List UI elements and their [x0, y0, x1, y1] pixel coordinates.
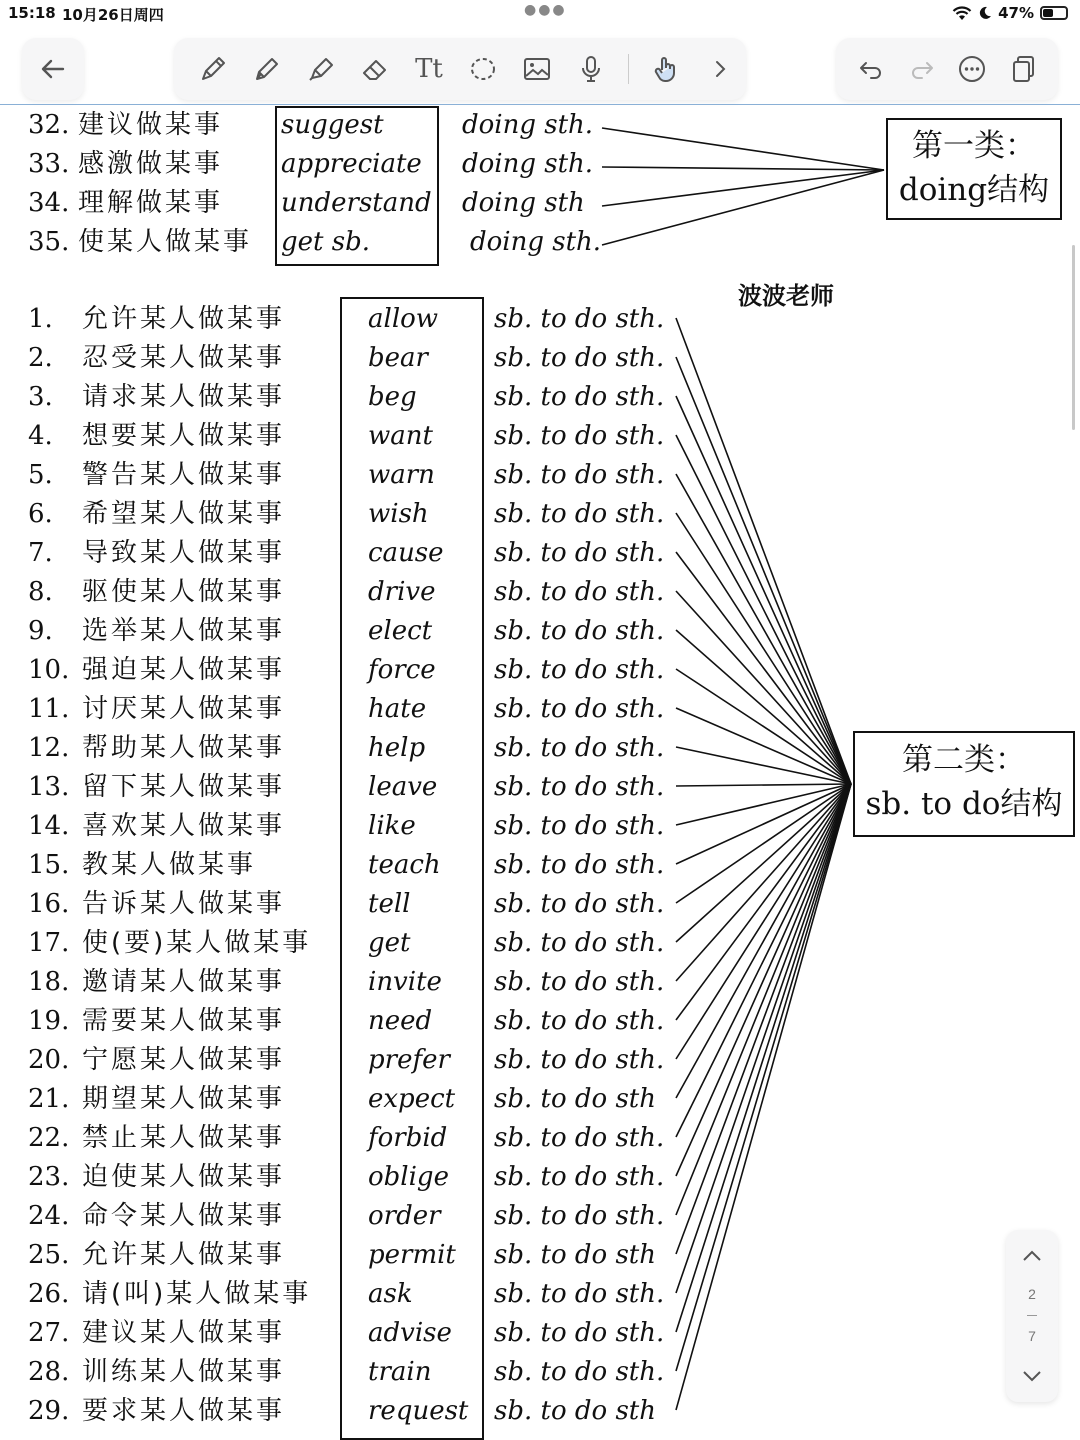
verb: allow	[368, 304, 439, 334]
chinese-meaning: 使某人做某事	[78, 227, 253, 257]
chinese-meaning: 训练某人做某事	[82, 1357, 286, 1387]
pattern: sb. to do sth.	[494, 421, 665, 451]
row-number: 21.	[28, 1084, 70, 1114]
verb: prefer	[368, 1045, 450, 1075]
class-one-label-line2: doing结构	[898, 172, 1050, 208]
row-number: 24.	[28, 1201, 70, 1231]
class-two-connector-line	[676, 318, 851, 784]
row-number: 8.	[28, 577, 53, 607]
verb: warn	[368, 460, 435, 490]
verb: like	[368, 811, 416, 841]
row-number: 7.	[28, 538, 53, 568]
lasso-icon[interactable]	[466, 52, 500, 86]
verb: forbid	[368, 1123, 448, 1153]
pattern: sb. to do sth.	[494, 460, 665, 490]
verb: request	[368, 1396, 469, 1426]
eraser-icon[interactable]	[358, 52, 392, 86]
pattern: sb. to do sth.	[494, 655, 665, 685]
pattern: doing sth.	[462, 149, 594, 179]
pattern: sb. to do sth.	[494, 1162, 665, 1192]
note-page[interactable]	[0, 106, 1080, 1440]
pattern: sb. to do sth.	[494, 343, 665, 373]
chinese-meaning: 驱使某人做某事	[82, 577, 286, 607]
page-navigator	[1006, 1230, 1058, 1402]
class-two-label-line2: sb. to do结构	[865, 786, 1063, 822]
class-two-connector-line	[676, 747, 851, 784]
verb: teach	[368, 850, 441, 880]
row-number: 25.	[28, 1240, 70, 1270]
chinese-meaning: 教某人做某事	[82, 850, 257, 880]
pattern: sb. to do sth.	[494, 577, 665, 607]
class-two-label-line1: 第二类：	[902, 742, 1026, 778]
pattern: sb. to do sth.	[494, 889, 665, 919]
row-number: 32.	[28, 110, 70, 140]
pattern: sb. to do sth.	[494, 304, 665, 334]
chevron-down-icon	[1022, 1370, 1042, 1382]
more-icon[interactable]	[955, 52, 989, 86]
back-button[interactable]	[22, 38, 84, 100]
class-one-label	[886, 124, 1062, 212]
chinese-meaning: 理解做某事	[78, 188, 224, 218]
verb: suggest	[281, 110, 384, 140]
row-number: 19.	[28, 1006, 70, 1036]
row-number: 20.	[28, 1045, 70, 1075]
row-number: 14.	[28, 811, 70, 841]
status-time: 15:18	[8, 4, 56, 22]
verb: beg	[368, 382, 417, 412]
verb: leave	[368, 772, 438, 802]
pattern: sb. to do sth.	[494, 1045, 665, 1075]
moon-icon	[978, 6, 992, 20]
class-two-connector-line	[676, 552, 851, 784]
verb: invite	[368, 967, 442, 997]
chinese-meaning: 留下某人做某事	[82, 772, 286, 802]
class-two-connector-line	[676, 784, 851, 1371]
redo-icon[interactable]	[905, 52, 939, 86]
class-two-connector-line	[676, 784, 851, 1215]
class-two-connector-line	[676, 784, 851, 981]
class-one-connector-line	[602, 167, 884, 170]
chinese-meaning: 告诉某人做某事	[82, 889, 286, 919]
chevron-up-icon	[1022, 1250, 1042, 1262]
row-number: 1.	[28, 304, 53, 334]
row-number: 16.	[28, 889, 70, 919]
chinese-meaning: 忍受某人做某事	[82, 343, 286, 373]
chinese-meaning: 需要某人做某事	[82, 1006, 286, 1036]
verb: drive	[368, 577, 436, 607]
verb: help	[368, 733, 426, 763]
verb: hate	[368, 694, 427, 724]
pattern: doing sth.	[462, 110, 594, 140]
class-two-connector-line	[676, 784, 851, 1332]
chinese-meaning: 使(要)某人做某事	[82, 928, 312, 958]
chinese-meaning: 喜欢某人做某事	[82, 811, 286, 841]
chinese-meaning: 希望某人做某事	[82, 499, 286, 529]
text-tool-icon[interactable]	[412, 52, 446, 86]
verb: get sb.	[281, 227, 370, 257]
row-number: 28.	[28, 1357, 70, 1387]
pattern: doing sth.	[470, 227, 602, 257]
pattern: sb. to do sth.	[494, 382, 665, 412]
microphone-icon[interactable]	[574, 52, 608, 86]
chinese-meaning: 宁愿某人做某事	[82, 1045, 286, 1075]
class-one-connector-line	[602, 170, 884, 245]
toolbar-divider	[0, 104, 1080, 105]
chinese-meaning: 要求某人做某事	[82, 1396, 286, 1426]
image-icon[interactable]	[520, 52, 554, 86]
status-date: 10月26日周四	[62, 6, 164, 24]
chinese-meaning: 期望某人做某事	[82, 1084, 286, 1114]
verb: get	[368, 928, 411, 958]
verb: wish	[368, 499, 429, 529]
class-two-connector-line	[676, 784, 851, 1098]
chinese-meaning: 建议做某事	[78, 110, 224, 140]
verb: cause	[368, 538, 444, 568]
chinese-meaning: 导致某人做某事	[82, 538, 286, 568]
class-two-connector-line	[676, 784, 851, 1410]
text-tool-glyph: Tt	[415, 54, 443, 84]
back-arrow-icon	[39, 55, 67, 83]
pattern: sb. to do sth	[494, 1396, 656, 1426]
verb: ask	[368, 1279, 413, 1309]
chinese-meaning: 感激做某事	[78, 149, 224, 179]
class-two-label	[853, 738, 1075, 826]
verb: appreciate	[281, 149, 422, 179]
chinese-meaning: 帮助某人做某事	[82, 733, 286, 763]
pattern: sb. to do sth.	[494, 1123, 665, 1153]
action-bar	[836, 38, 1058, 100]
class-two-connector-line	[676, 784, 851, 786]
verb: want	[368, 421, 433, 451]
chinese-meaning: 讨厌某人做某事	[82, 694, 286, 724]
pattern: sb. to do sth.	[494, 694, 665, 724]
chinese-meaning: 禁止某人做某事	[82, 1123, 286, 1153]
pattern: sb. to do sth.	[494, 616, 665, 646]
pattern: sb. to do sth.	[494, 850, 665, 880]
verb: tell	[368, 889, 411, 919]
current-page-number: 2	[1028, 1286, 1036, 1302]
undo-icon[interactable]	[854, 52, 888, 86]
class-one-label-line1: 第一类：	[912, 128, 1036, 164]
pattern: doing sth	[462, 188, 585, 218]
status-bar	[0, 0, 1080, 28]
verb: order	[368, 1201, 441, 1231]
page-up-button[interactable]	[1006, 1236, 1058, 1276]
chinese-meaning: 请(叫)某人做某事	[82, 1279, 312, 1309]
verb: elect	[368, 616, 433, 646]
chinese-meaning: 警告某人做某事	[82, 460, 286, 490]
toolbar-separator	[628, 54, 629, 84]
pencil-icon[interactable]	[250, 52, 284, 86]
row-number: 5.	[28, 460, 53, 490]
verb: train	[368, 1357, 432, 1387]
pattern: sb. to do sth.	[494, 1279, 665, 1309]
row-number: 23.	[28, 1162, 70, 1192]
pattern: sb. to do sth.	[494, 772, 665, 802]
tool-palette	[174, 38, 746, 100]
battery-level	[1043, 9, 1053, 17]
row-number: 13.	[28, 772, 70, 802]
multitask-dots-icon[interactable]: ●●●	[524, 2, 567, 18]
class-two-connector-line	[676, 435, 851, 784]
class-two-connector-line	[676, 784, 851, 942]
row-number: 4.	[28, 421, 53, 451]
row-number: 6.	[28, 499, 53, 529]
pattern: sb. to do sth.	[494, 499, 665, 529]
highlighter-icon[interactable]	[304, 52, 338, 86]
row-number: 2.	[28, 343, 53, 373]
verb: expect	[368, 1084, 456, 1114]
hand-pointer-icon[interactable]	[649, 52, 683, 86]
row-number: 35.	[28, 227, 70, 257]
row-number: 18.	[28, 967, 70, 997]
pattern: sb. to do sth.	[494, 733, 665, 763]
row-number: 11.	[28, 694, 70, 724]
verb: permit	[368, 1240, 456, 1270]
pages-icon[interactable]	[1006, 52, 1040, 86]
row-number: 33.	[28, 149, 70, 179]
pattern: sb. to do sth.	[494, 538, 665, 568]
pattern: sb. to do sth.	[494, 1006, 665, 1036]
verb: oblige	[368, 1162, 449, 1192]
class-one-connector-line	[602, 128, 884, 170]
page-number-divider	[1027, 1315, 1037, 1316]
teacher-name: 波波老师	[738, 283, 834, 310]
pen-icon[interactable]	[196, 52, 230, 86]
chinese-meaning: 强迫某人做某事	[82, 655, 286, 685]
pattern: sb. to do sth.	[494, 928, 665, 958]
chinese-meaning: 允许某人做某事	[82, 1240, 286, 1270]
chinese-meaning: 允许某人做某事	[82, 304, 286, 334]
row-number: 9.	[28, 616, 53, 646]
pattern: sb. to do sth.	[494, 1201, 665, 1231]
pattern: sb. to do sth.	[494, 967, 665, 997]
class-two-connector-line	[676, 474, 851, 784]
row-number: 3.	[28, 382, 53, 412]
battery-percent: 47%	[998, 4, 1034, 22]
pattern: sb. to do sth	[494, 1240, 656, 1270]
wifi-icon	[952, 5, 972, 21]
pattern: sb. to do sth	[494, 1084, 656, 1114]
row-number: 12.	[28, 733, 70, 763]
row-number: 10.	[28, 655, 70, 685]
chinese-meaning: 迫使某人做某事	[82, 1162, 286, 1192]
toolbar	[0, 28, 1080, 106]
class-two-connector-line	[676, 630, 851, 784]
chinese-meaning: 请求某人做某事	[82, 382, 286, 412]
verb: need	[368, 1006, 433, 1036]
total-pages-number: 7	[1028, 1328, 1036, 1344]
class-two-connector-line	[676, 784, 851, 1137]
class-two-connector-line	[676, 513, 851, 784]
chinese-meaning: 想要某人做某事	[82, 421, 286, 451]
chinese-meaning: 命令某人做某事	[82, 1201, 286, 1231]
verb: advise	[368, 1318, 452, 1348]
row-number: 22.	[28, 1123, 70, 1153]
row-number: 29.	[28, 1396, 70, 1426]
chinese-meaning: 邀请某人做某事	[82, 967, 286, 997]
pattern: sb. to do sth.	[494, 1357, 665, 1387]
class-two-connector-line	[676, 784, 851, 1293]
scrollbar[interactable]	[1072, 245, 1075, 430]
verb: bear	[368, 343, 428, 373]
pattern: sb. to do sth.	[494, 811, 665, 841]
row-number: 34.	[28, 188, 70, 218]
verb: force	[368, 655, 436, 685]
pattern: sb. to do sth.	[494, 1318, 665, 1348]
class-two-connector-line	[676, 591, 851, 784]
chinese-meaning: 选举某人做某事	[82, 616, 286, 646]
class-one-connector-line	[602, 170, 884, 206]
chinese-meaning: 建议某人做某事	[82, 1318, 286, 1348]
row-number: 27.	[28, 1318, 70, 1348]
row-number: 26.	[28, 1279, 70, 1309]
battery-icon	[1040, 6, 1068, 20]
row-number: 17.	[28, 928, 70, 958]
verb: understand	[281, 188, 432, 218]
page-down-button[interactable]	[1006, 1356, 1058, 1396]
row-number: 15.	[28, 850, 70, 880]
chevron-right-icon[interactable]	[703, 52, 737, 86]
status-indicators	[952, 4, 1068, 22]
